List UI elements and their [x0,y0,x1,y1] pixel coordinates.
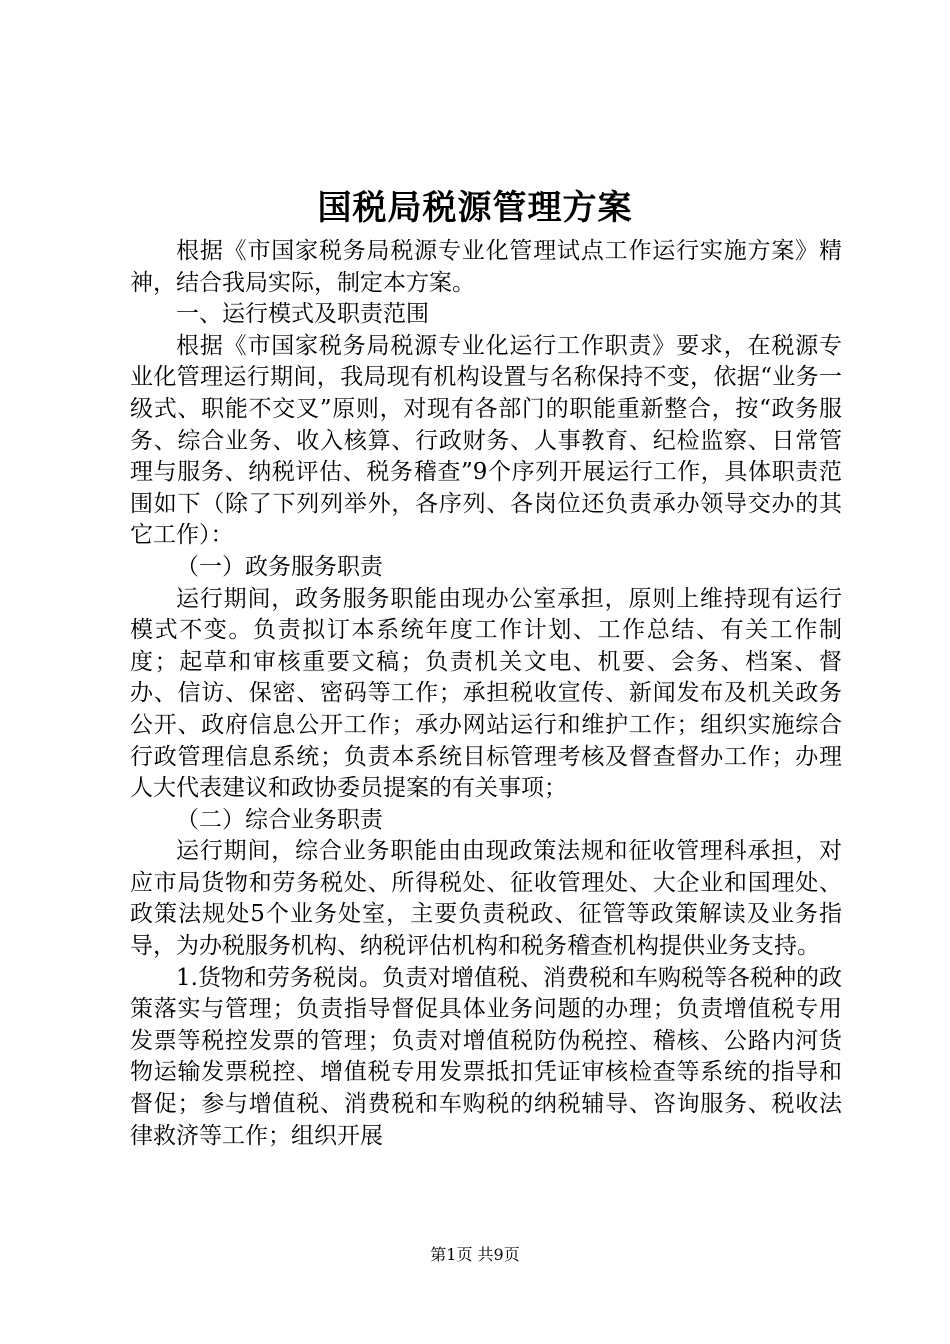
heading-subsection-2: （二）综合业务职责 [176,806,383,833]
paragraph-item-1: 1.货物和劳务税岗。负责对增值税、消费税和车购税等各税种的政策落实与管理；负责指导督促具体业务问题的办理；负责增值税专用发票等税控发票的管理；负责对增值税防伪税控、稽核、公路内河货物运输发票税控、增值税专用发票抵扣凭证审核检查等系统的指导和督促；参与增值税、消费税和车购税的纳税辅导、咨询服务、税收法律救济等工作；组织开展 [130,964,842,1149]
paragraph-subsection-2: 运行期间，综合业务职能由由现政策法规和征收管理科承担，对应市局货物和劳务税处、所得税处、征收管理处、大企业和国理处、政策法规处5个业务处室，主要负责税政、征管等政策解读及业务指导，为办税服务机构、纳税评估机构和税务稽查机构提供业务支持。 [130,838,842,960]
document-title: 国税局税源管理方案 [317,188,633,228]
paragraph-subsection-1: 运行期间，政务服务职能由现办公室承担，原则上维持现有运行模式不变。负责拟订本系统年度工作计划、工作总结、有关工作制度；起草和审核重要文稿；负责机关文电、机要、会务、档案、督办、信访、保密、密码等工作；承担税收宣传、新闻发布及机关政务公开、政府信息公开工作；承办网站运行和维护工作；组织实施综合行政管理信息系统；负责本系统目标管理考核及督查督办工作；办理人大代表建议和政协委员提案的有关事项； [130,585,842,802]
paragraph-section-1: 根据《市国家税务局税源专业化运行工作职责》要求，在税源专业化管理运行期间，我局现有机构设置与名称保持不变，依据“业务一级式、职能不交叉”原则，对现有各部门的职能重新整合，按“政务服务、综合业务、收入核算、行政财务、人事教育、纪检监察、日常管理与服务、纳税评估、税务稽查”9个序列开展运行工作，具体职责范围如下（除了下列列举外，各序列、各岗位还负责承办领导交办的其它工作）： [130,332,842,549]
heading-subsection-1: （一）政务服务职责 [176,553,383,580]
document-body [130,236,842,1152]
paragraph-intro: 根据《市国家税务局税源专业化管理试点工作运行实施方案》精神，结合我局实际，制定本方案。 [130,238,842,296]
page-footer: 第1页 共9页 [430,1245,520,1264]
heading-section-1: 一、运行模式及职责范围 [176,301,429,328]
